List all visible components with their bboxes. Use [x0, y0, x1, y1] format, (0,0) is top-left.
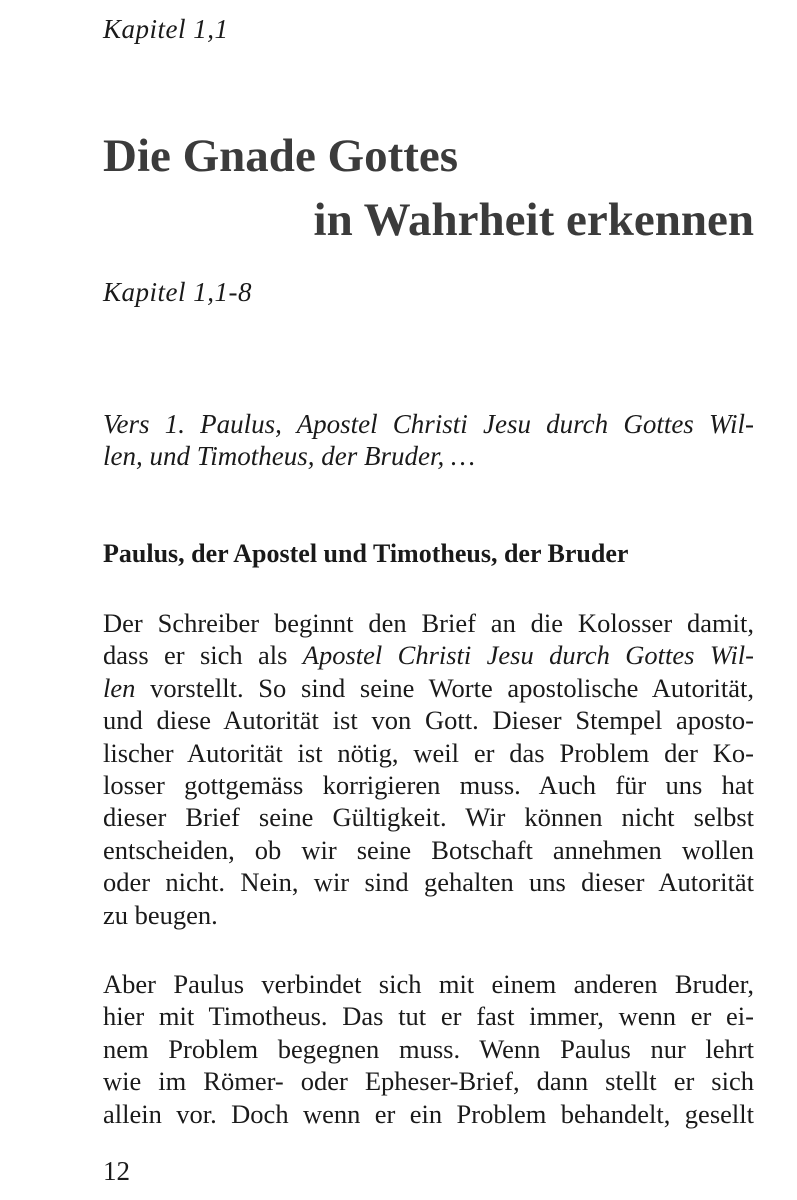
- verse-quote-line-1: Vers 1. Paulus, Apostel Christi Jesu durch Gottes Wil-: [103, 409, 754, 439]
- page-number: 12: [103, 1156, 130, 1186]
- paragraph-line: und diese Autorität ist von Gott. Dieser Stempel aposto-: [103, 705, 754, 736]
- chapter-title: [103, 124, 754, 252]
- paragraph-text: vorstellt. So sind seine Worte apostolische Autorität,: [135, 672, 754, 703]
- running-head: Kapitel 1,1: [103, 14, 229, 44]
- quoted-phrase: Apostel Christi Jesu durch Gottes Wil-: [302, 640, 754, 671]
- paragraph-line: losser gottgemäss korrigieren muss. Auch für uns hat: [103, 770, 754, 801]
- verse-quote-line-2: len, und Timotheus, der Bruder, …: [103, 441, 476, 471]
- body-paragraph-2: [103, 968, 754, 1130]
- paragraph-line: zu beugen.: [103, 899, 218, 930]
- chapter-title-line-1: Die Gnade Gottes: [103, 130, 459, 182]
- quoted-phrase: len: [103, 672, 136, 703]
- paragraph-line: dieser Brief seine Gültigkeit. Wir können nicht selbst: [103, 802, 754, 833]
- paragraph-line: oder nicht. Nein, wir sind gehalten uns dieser Autorität: [103, 867, 754, 898]
- paragraph-line: [103, 639, 754, 671]
- paragraph-line: wie im Römer- oder Epheser-Brief, dann stellt er sich: [103, 1066, 754, 1097]
- chapter-title-line-2: in Wahrheit erkennen: [313, 194, 754, 246]
- chapter-subtitle: Kapitel 1,1-8: [103, 277, 252, 307]
- paragraph-line: [103, 672, 754, 704]
- section-heading: Paulus, der Apostel und Timotheus, der Bruder: [103, 539, 629, 568]
- paragraph-line: nem Problem begegnen muss. Wenn Paulus nur lehrt: [103, 1033, 754, 1064]
- paragraph-line: hier mit Timotheus. Das tut er fast immer, wenn er ei-: [103, 1001, 754, 1032]
- paragraph-line: lischer Autorität ist nötig, weil er das Problem der Ko-: [103, 737, 754, 768]
- paragraph-line: entscheiden, ob wir seine Botschaft annehmen wollen: [103, 834, 754, 865]
- paragraph-line: allein vor. Doch wenn er ein Problem behandelt, gesellt: [103, 1098, 754, 1129]
- paragraph-text: dass er sich als: [103, 640, 303, 671]
- verse-quote: [103, 408, 754, 472]
- paragraph-line: Der Schreiber beginnt den Brief an die Kolosser damit,: [103, 608, 754, 638]
- paragraph-line: Aber Paulus verbindet sich mit einem anderen Bruder,: [103, 969, 754, 999]
- body-paragraph-1: [103, 607, 754, 931]
